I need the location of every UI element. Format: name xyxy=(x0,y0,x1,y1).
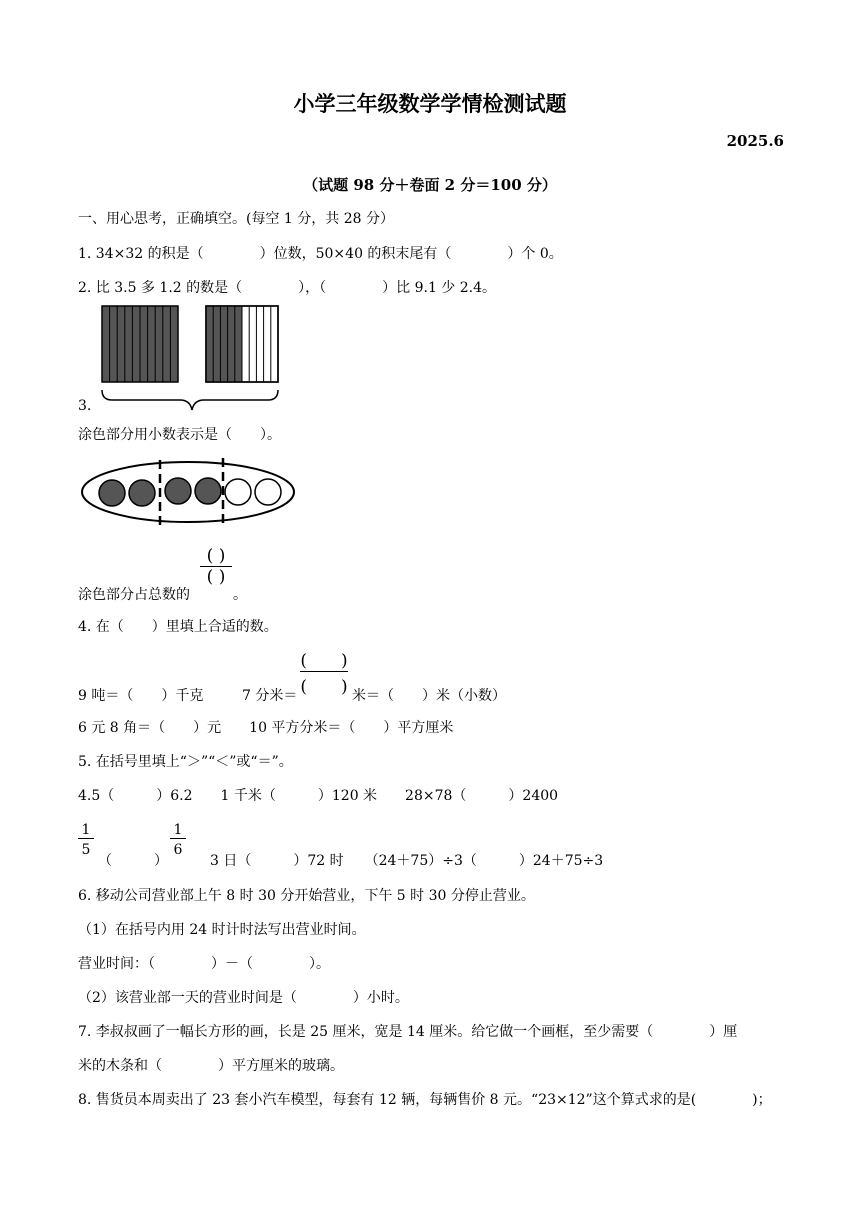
question-8: 8. 售货员本周卖出了 23 套小汽车模型，每套有 12 辆，每辆售价 8 元。“23×12”这个算式求的是( )； xyxy=(78,1092,772,1108)
numerator: 1 xyxy=(81,822,91,838)
section-heading: 一、用心思考，正确填空。(每空 1 分，共 28 分） xyxy=(78,211,394,227)
question-3-decimal-prompt: 涂色部分用小数表示是（ ）。 xyxy=(78,427,281,443)
question-2: 2. 比 3.5 多 1.2 的数是（ ），（ ）比 9.1 少 2.4。 xyxy=(78,280,497,296)
exam-date: 2025.6 xyxy=(726,132,784,150)
question-4-row1b-pre: 7 分米＝ xyxy=(242,688,298,704)
shaded-bars-figure xyxy=(96,304,286,414)
fraction-one-fifth xyxy=(78,822,94,858)
fraction-one-sixth xyxy=(170,822,186,858)
numerator: 1 xyxy=(173,822,183,838)
denominator: 6 xyxy=(170,838,186,858)
question-3-fraction-prompt: 涂色部分占总数的 xyxy=(78,587,190,603)
question-6-sub2: （2）该营业部一天的营业时间是（ ）小时。 xyxy=(78,990,409,1006)
question-5-row2: 3 日（ ）72 时 （24＋75）÷3（ ）24＋75÷3 xyxy=(210,853,604,869)
compare-blank: （ ） xyxy=(98,853,168,869)
question-1: 1. 34×32 的积是（ ）位数，50×40 的积末尾有（ ）个 0。 xyxy=(78,246,563,262)
denominator: 5 xyxy=(78,838,94,858)
numerator-blank: ( ) xyxy=(300,651,348,671)
question-4-row1a: 9 吨＝（ ）千克 xyxy=(78,688,204,704)
score-note: （试题 98 分＋卷面 2 分＝100 分） xyxy=(303,176,557,194)
numerator-blank: ( ) xyxy=(206,546,226,566)
question-4-row1b-post: 米＝（ ）米（小数） xyxy=(352,688,506,704)
question-7-line1: 7. 李叔叔画了一幅长方形的画，长是 25 厘米，宽是 14 厘米。给它做一个画框，至少需要（ ）厘 xyxy=(78,1024,738,1040)
denominator-blank: ( ) xyxy=(200,566,232,587)
question-5-row1: 4.5（ ）6.2 1 千米（ ）120 米 28×78（ ）2400 xyxy=(78,788,559,804)
question-6-sub1: （1）在括号内用 24 时计时法写出营业时间。 xyxy=(78,922,366,938)
period: 。 xyxy=(233,587,247,603)
fraction-blank[interactable] xyxy=(200,546,232,587)
question-4: 4. 在（ ）里填上合适的数。 xyxy=(78,619,278,635)
question-6-sub1-answer: 营业时间：（ ）－（ ）。 xyxy=(78,956,330,972)
question-3-number: 3. xyxy=(78,398,92,414)
denominator-blank: ( ) xyxy=(300,671,348,697)
question-7-line2: 米的木条和（ ）平方厘米的玻璃。 xyxy=(78,1058,344,1074)
question-4-row2: 6 元 8 角＝（ ）元 10 平方分米＝（ ）平方厘米 xyxy=(78,720,454,736)
circles-oval-figure xyxy=(78,456,302,532)
page-title: 小学三年级数学学情检测试题 xyxy=(293,91,567,116)
question-6: 6. 移动公司营业部上午 8 时 30 分开始营业，下午 5 时 30 分停止营业。 xyxy=(78,888,535,904)
fraction-blank-meters[interactable] xyxy=(300,646,348,697)
question-5: 5. 在括号里填上“＞”“＜”或“＝”。 xyxy=(78,754,293,770)
